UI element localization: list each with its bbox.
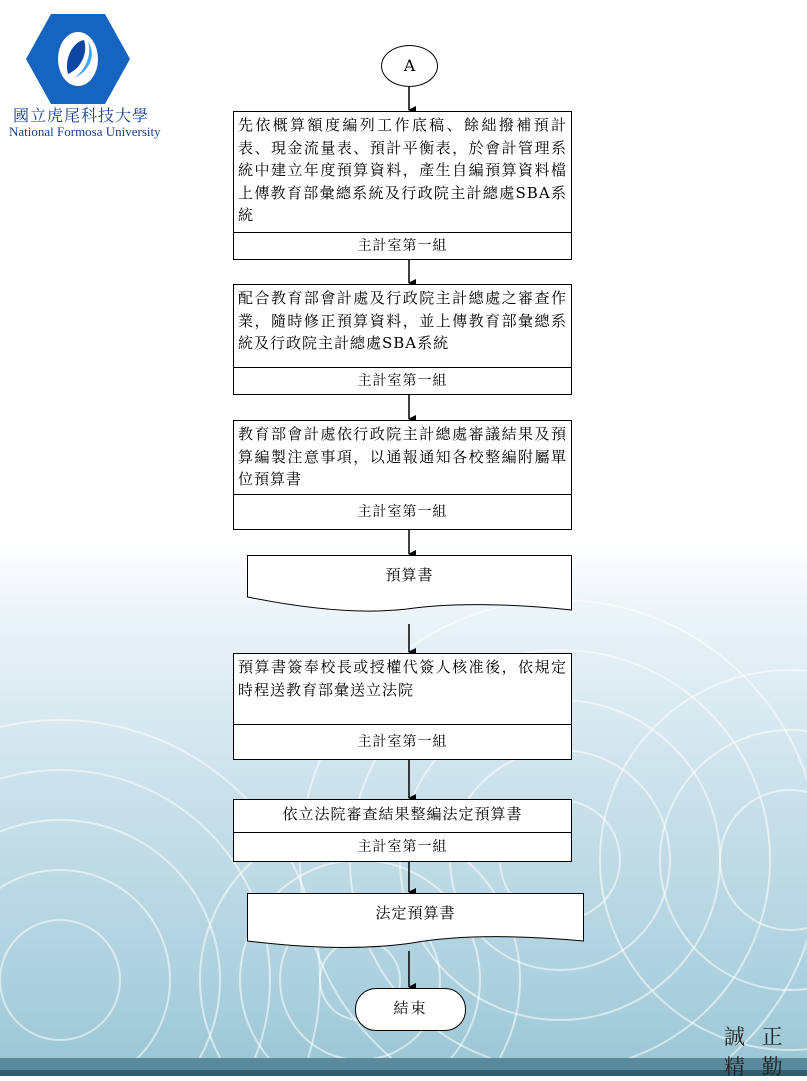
motto: 誠 正 精 勤	[724, 1025, 788, 1079]
process-step-1-text: 先依概算額度編列工作底稿、餘絀撥補預計表、現金流量表、預計平衡表，於會計管理系統中建立年度預算資料，產生自編預算資料檔上傳教育部彙總系統及行政院主計總處SBA系統	[238, 116, 567, 224]
process-step-2	[233, 284, 572, 395]
process-step-3-text: 教育部會計處依行政院主計總處審議結果及預算編製注意事項，以通報通知各校整編附屬單位預算書	[238, 425, 567, 488]
process-step-1-unit: 主計室第一組	[233, 232, 572, 260]
process-step-1	[233, 111, 572, 260]
process-step-2-unit: 主計室第一組	[233, 367, 572, 395]
process-step-4-text: 預算書簽奉校長或授權代簽人核准後，依規定時程送教育部彙送立法院	[238, 658, 567, 699]
document-budget-book	[247, 555, 572, 613]
process-step-3	[233, 420, 572, 530]
document-budget-book-label: 預算書	[385, 566, 434, 584]
process-step-4	[233, 653, 572, 760]
document-legal-budget-label: 法定預算書	[375, 904, 456, 922]
process-step-2-text: 配合教育部會計處及行政院主計總處之審查作業，隨時修正預算資料，並上傳教育部彙總系統及行政院主計總處SBA系統	[238, 289, 567, 352]
process-step-3-unit: 主計室第一組	[233, 494, 572, 530]
university-name-zh: 國立虎尾科技大學	[13, 106, 150, 125]
end-terminator: 結束	[355, 988, 466, 1031]
document-legal-budget	[247, 893, 584, 951]
process-step-5	[233, 799, 572, 862]
university-logo	[24, 12, 132, 106]
connector-a: A	[381, 45, 438, 87]
process-step-5-unit: 主計室第一組	[233, 832, 572, 862]
process-step-4-unit: 主計室第一組	[233, 724, 572, 760]
process-step-5-text: 依立法院審查結果整編法定預算書	[282, 805, 523, 823]
footer-bar-dark	[0, 1070, 807, 1076]
university-name-en: National Formosa University	[9, 124, 161, 139]
